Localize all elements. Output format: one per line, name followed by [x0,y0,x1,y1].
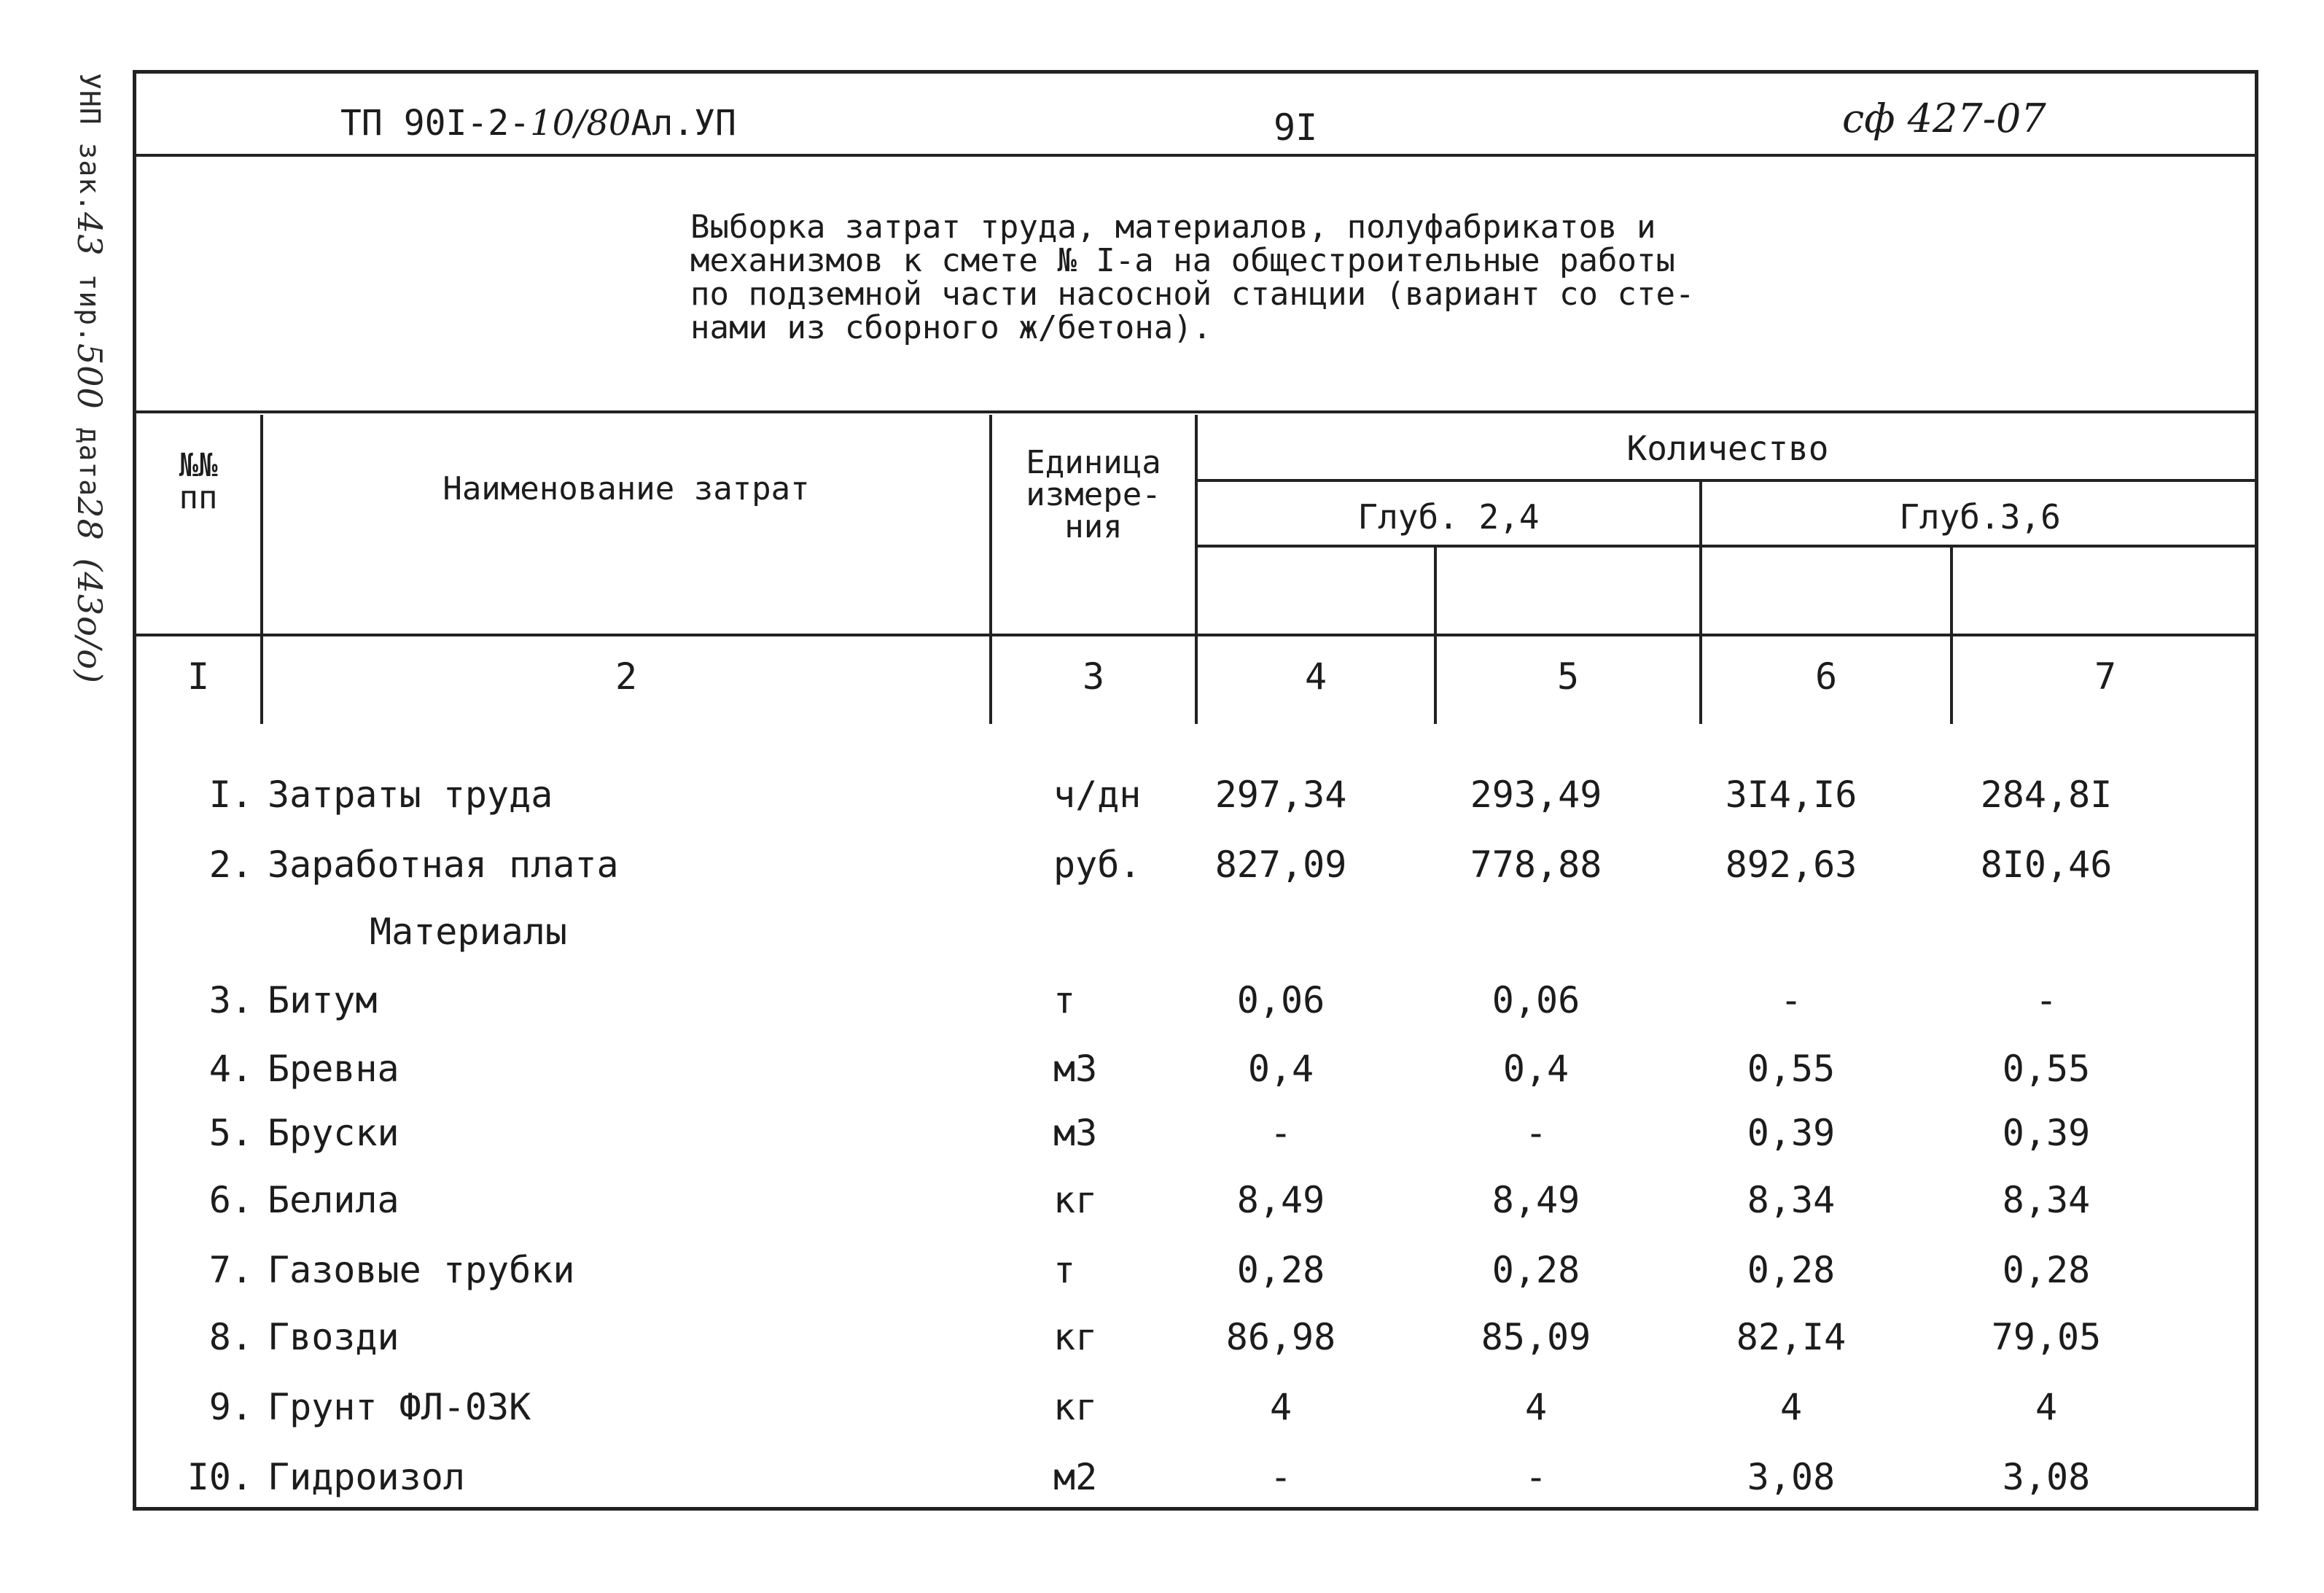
row-number: 4. [208,1048,253,1090]
row-number: 8. [208,1316,253,1358]
table-top-rule [136,410,2258,413]
row-value-5: 4 [1524,1386,1548,1428]
row-value-4: 0,28 [1236,1249,1325,1291]
row-value-5: 293,49 [1470,774,1602,816]
row-value-7: 3,08 [2002,1456,2091,1498]
row-value-4: - [1269,1112,1292,1154]
header-depth-2: Глуб.3,6 [1899,497,2061,537]
row-name: Белила [268,1179,399,1221]
row-value-6: - [1779,979,1803,1021]
row-value-6: 0,55 [1747,1048,1836,1090]
project-code-hand: 10/80 [530,103,631,144]
row-value-5: 0,4 [1502,1048,1570,1090]
sheet-reference: сф 427-07 [1842,96,2046,141]
side-stamp-tir: тир. [74,256,106,343]
row-value-7: 0,55 [2002,1048,2091,1090]
side-stamp [70,73,109,684]
row-value-4: - [1269,1456,1292,1498]
row-value-7: 0,39 [2002,1112,2091,1154]
row-value-6: 892,63 [1725,844,1857,886]
header-depth-1: Глуб. 2,4 [1357,497,1540,537]
row-name: Затраты труда [268,774,553,816]
row-name: Гидроизол [268,1456,465,1498]
row-value-5: 0,06 [1492,979,1580,1021]
row-unit: кг [1053,1386,1098,1428]
row-unit: ч/дн [1053,774,1142,816]
row-value-4: 0,06 [1236,979,1325,1021]
row-value-5: 778,88 [1470,844,1602,886]
header-no: №№ пп [179,447,218,516]
header-name: Наименование затрат [442,470,810,507]
row-number: 5. [208,1112,253,1154]
section-heading-materials: Материалы [370,911,567,953]
table-row [136,1386,2255,1453]
document-title: Выборка затрат труда, материалов, полуфабрикатов и механизмов к смете № I-а на общестроительные работы по подземной части насосной станции (вариант со сте- нами из сборного ж/бетона). [690,209,1695,346]
row-value-5: - [1524,1112,1548,1154]
header-quantity: Количество [1626,429,1829,468]
row-name: Заработная плата [268,844,619,886]
project-code [340,103,736,144]
table-header [136,415,2255,714]
row-value-4: 297,34 [1214,774,1347,816]
row-name: Бревна [268,1048,399,1090]
row-name: Газовые трубки [268,1249,575,1291]
row-unit: руб. [1053,844,1142,886]
col-number-1: I [187,655,210,698]
row-value-5: - [1524,1456,1548,1498]
row-value-7: 284,8I [1980,774,2113,816]
row-value-6: 8,34 [1747,1179,1836,1221]
side-stamp-prefix: УНП зак. [74,73,106,213]
col-number-rule [136,634,2258,636]
row-value-7: 79,05 [1991,1316,2102,1358]
table-row [136,1112,2255,1179]
row-value-4: 86,98 [1225,1316,1336,1358]
side-stamp-date-label: дата [74,409,106,497]
header-unit: Единица измере- ния [1026,444,1161,545]
row-value-5: 85,09 [1481,1316,1591,1358]
depth-rule [1195,545,2258,548]
row-name: Бруски [268,1112,399,1154]
row-value-6: 82,I4 [1736,1316,1847,1358]
row-value-4: 827,09 [1214,844,1347,886]
row-value-4: 8,49 [1236,1179,1325,1221]
table-row [136,1179,2255,1246]
row-number: 6. [208,1179,253,1221]
row-number: 3. [208,979,253,1021]
row-number: I. [208,774,253,816]
document-sheet [133,70,2258,1511]
row-unit: м3 [1053,1112,1098,1154]
row-number: I0. [187,1456,253,1498]
row-value-4: 0,4 [1247,1048,1314,1090]
project-code-prefix: ТП 90I-2- [340,103,531,144]
side-stamp-copies: 500 [70,343,109,410]
project-code-suffix: Ал.УП [631,103,736,144]
side-stamp-note: (43о/о) [70,558,109,684]
table-row [136,979,2255,1046]
row-unit: т [1053,979,1076,1021]
row-value-6: 0,28 [1747,1249,1836,1291]
row-value-6: 4 [1779,1386,1803,1428]
row-value-5: 8,49 [1492,1179,1580,1221]
row-number: 9. [208,1386,253,1428]
side-stamp-order: 43 [70,212,109,257]
row-unit: м2 [1053,1456,1098,1498]
row-name: Гвозди [268,1316,399,1358]
row-name: Битум [268,979,378,1021]
row-value-7: 8I0,46 [1980,844,2113,886]
row-value-7: 8,34 [2002,1179,2091,1221]
row-name: Грунт ФЛ-03К [268,1386,531,1428]
col-number-4: 4 [1304,655,1327,698]
row-unit: м3 [1053,1048,1098,1090]
row-value-7: 4 [2035,1386,2058,1428]
table-row [136,1316,2255,1383]
table-row [136,1456,2255,1523]
document-header [136,74,2255,157]
row-unit: т [1053,1249,1076,1291]
row-value-6: 3,08 [1747,1456,1836,1498]
row-value-4: 4 [1269,1386,1292,1428]
col-number-6: 6 [1814,655,1838,698]
row-value-7: 0,28 [2002,1249,2091,1291]
table-row [136,1048,2255,1115]
page-number: 9I [1274,106,1318,149]
row-value-6: 0,39 [1747,1112,1836,1154]
col-number-2: 2 [615,655,638,698]
row-value-7: - [2035,979,2058,1021]
table-row [136,1249,2255,1316]
qty-rule [1195,479,2258,482]
row-number: 7. [208,1249,253,1291]
table-row [136,844,2255,911]
col-number-3: 3 [1082,655,1105,698]
table-row [136,774,2255,841]
col-number-7: 7 [2094,655,2117,698]
row-number: 2. [208,844,253,886]
side-stamp-date: 28 [70,496,109,541]
row-value-6: 3I4,I6 [1725,774,1857,816]
row-unit: кг [1053,1316,1098,1358]
col-number-5: 5 [1556,655,1580,698]
row-unit: кг [1053,1179,1098,1221]
row-value-5: 0,28 [1492,1249,1580,1291]
